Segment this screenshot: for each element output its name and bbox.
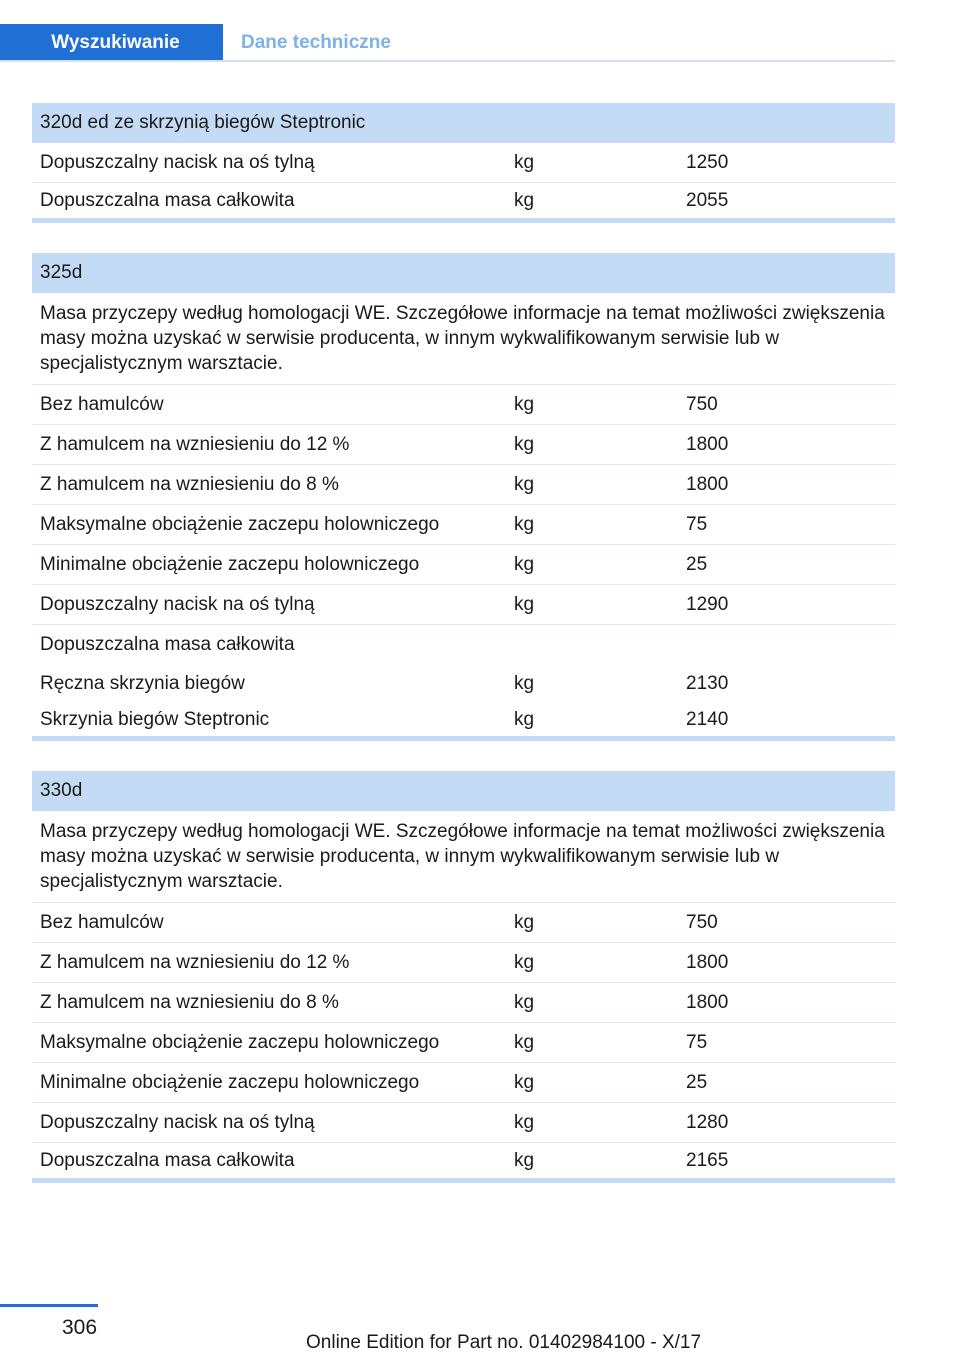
footer-accent-line [0,1304,98,1307]
table-row [32,1143,895,1183]
note-text: Masa przyczepy według homologacji WE. Szczegółowe informacje na temat możliwości zwiększenia masy można uzyskać w serwisie producenta, w innym wykwalifikowanym serwisie lub w specjalistycznym warsztacie. [40,303,885,374]
table-subrow [32,665,895,703]
table-title: 320d ed ze skrzynią biegów Steptronic [40,112,366,133]
row-unit: kg [514,433,535,455]
row-value: 25 [686,1071,708,1093]
table-row [32,1063,895,1103]
table-row [32,425,895,465]
row-unit: kg [514,991,535,1013]
row-label: Bez hamulców [40,393,164,415]
row-unit: kg [514,1031,535,1053]
tab-search[interactable]: Wyszukiwanie [0,24,223,62]
table-note [32,811,895,903]
spec-tables [32,103,895,1213]
row-label: Bez hamulców [40,911,164,933]
row-label: Dopuszczalna masa całkowita [40,1149,295,1171]
row-value: 2130 [686,673,729,694]
tab-technical-data[interactable]: Dane techniczne [241,32,391,53]
header-divider [0,60,895,62]
row-value: 1280 [686,1111,729,1133]
row-label: Minimalne obciążenie zaczepu holowniczego [40,553,420,575]
table-row [32,983,895,1023]
row-label: Z hamulcem na wzniesieniu do 8 % [40,473,339,495]
table-row [32,903,895,943]
row-unit: kg [514,393,535,415]
table-note [32,293,895,385]
row-unit: kg [514,673,535,694]
row-label: Dopuszczalna masa całkowita [40,189,295,211]
row-label: Skrzynia biegów Steptronic [40,708,270,730]
row-unit: kg [514,911,535,933]
table-header [32,103,895,143]
table-320d-ed [32,103,895,223]
row-unit: kg [514,1111,535,1133]
row-unit: kg [514,473,535,495]
row-unit: kg [514,1071,535,1093]
table-row [32,545,895,585]
row-value: 750 [686,393,718,415]
table-row-group-label [32,625,895,665]
row-unit: kg [514,593,535,615]
page-number: 306 [62,1316,98,1339]
row-label: Dopuszczalny nacisk na oś tylną [40,593,315,615]
table-header [32,771,895,811]
row-unit: kg [514,951,535,973]
row-value: 2055 [686,189,729,211]
table-row [32,505,895,545]
table-325d [32,253,895,741]
row-label: Ręczna skrzynia biegów [40,673,245,694]
row-label: Dopuszczalny nacisk na oś tylną [40,151,315,173]
table-330d [32,771,895,1183]
row-label: Maksymalne obciążenie zaczepu holowniczego [40,1031,440,1053]
table-row [32,585,895,625]
row-value: 75 [686,1031,708,1053]
table-row [32,465,895,505]
row-unit: kg [514,151,535,173]
row-value: 2140 [686,708,729,730]
row-unit: kg [514,553,535,575]
table-title: 330d [40,780,83,801]
table-subrow [32,703,895,741]
row-value: 75 [686,513,708,535]
table-row [32,183,895,223]
table-row [32,385,895,425]
row-value: 1800 [686,433,729,455]
table-title: 325d [40,262,83,283]
table-row [32,1103,895,1143]
row-value: 25 [686,553,708,575]
row-value: 750 [686,911,718,933]
row-label: Maksymalne obciążenie zaczepu holowniczego [40,513,440,535]
row-value: 1290 [686,593,729,615]
row-label: Z hamulcem na wzniesieniu do 8 % [40,991,339,1013]
table-row [32,943,895,983]
row-unit: kg [514,189,535,211]
top-navigation [0,24,895,62]
row-unit: kg [514,513,535,535]
row-unit: kg [514,708,535,730]
row-value: 1250 [686,151,729,173]
table-row [32,1023,895,1063]
row-label: Z hamulcem na wzniesieniu do 12 % [40,951,350,973]
row-label: Minimalne obciążenie zaczepu holowniczego [40,1071,420,1093]
row-label: Dopuszczalna masa całkowita [40,634,295,655]
note-text: Masa przyczepy według homologacji WE. Szczegółowe informacje na temat możliwości zwiększenia masy można uzyskać w serwisie producenta, w innym wykwalifikowanym serwisie lub w specjalistycznym warsztacie. [40,821,885,892]
table-row [32,143,895,183]
row-value: 2165 [686,1149,729,1171]
row-label: Dopuszczalny nacisk na oś tylną [40,1111,315,1133]
edition-note: Online Edition for Part no. 01402984100 - X/17 [306,1332,702,1353]
row-value: 1800 [686,951,729,973]
table-header [32,253,895,293]
row-label: Z hamulcem na wzniesieniu do 12 % [40,433,350,455]
row-value: 1800 [686,991,729,1013]
row-value: 1800 [686,473,729,495]
row-unit: kg [514,1149,535,1171]
